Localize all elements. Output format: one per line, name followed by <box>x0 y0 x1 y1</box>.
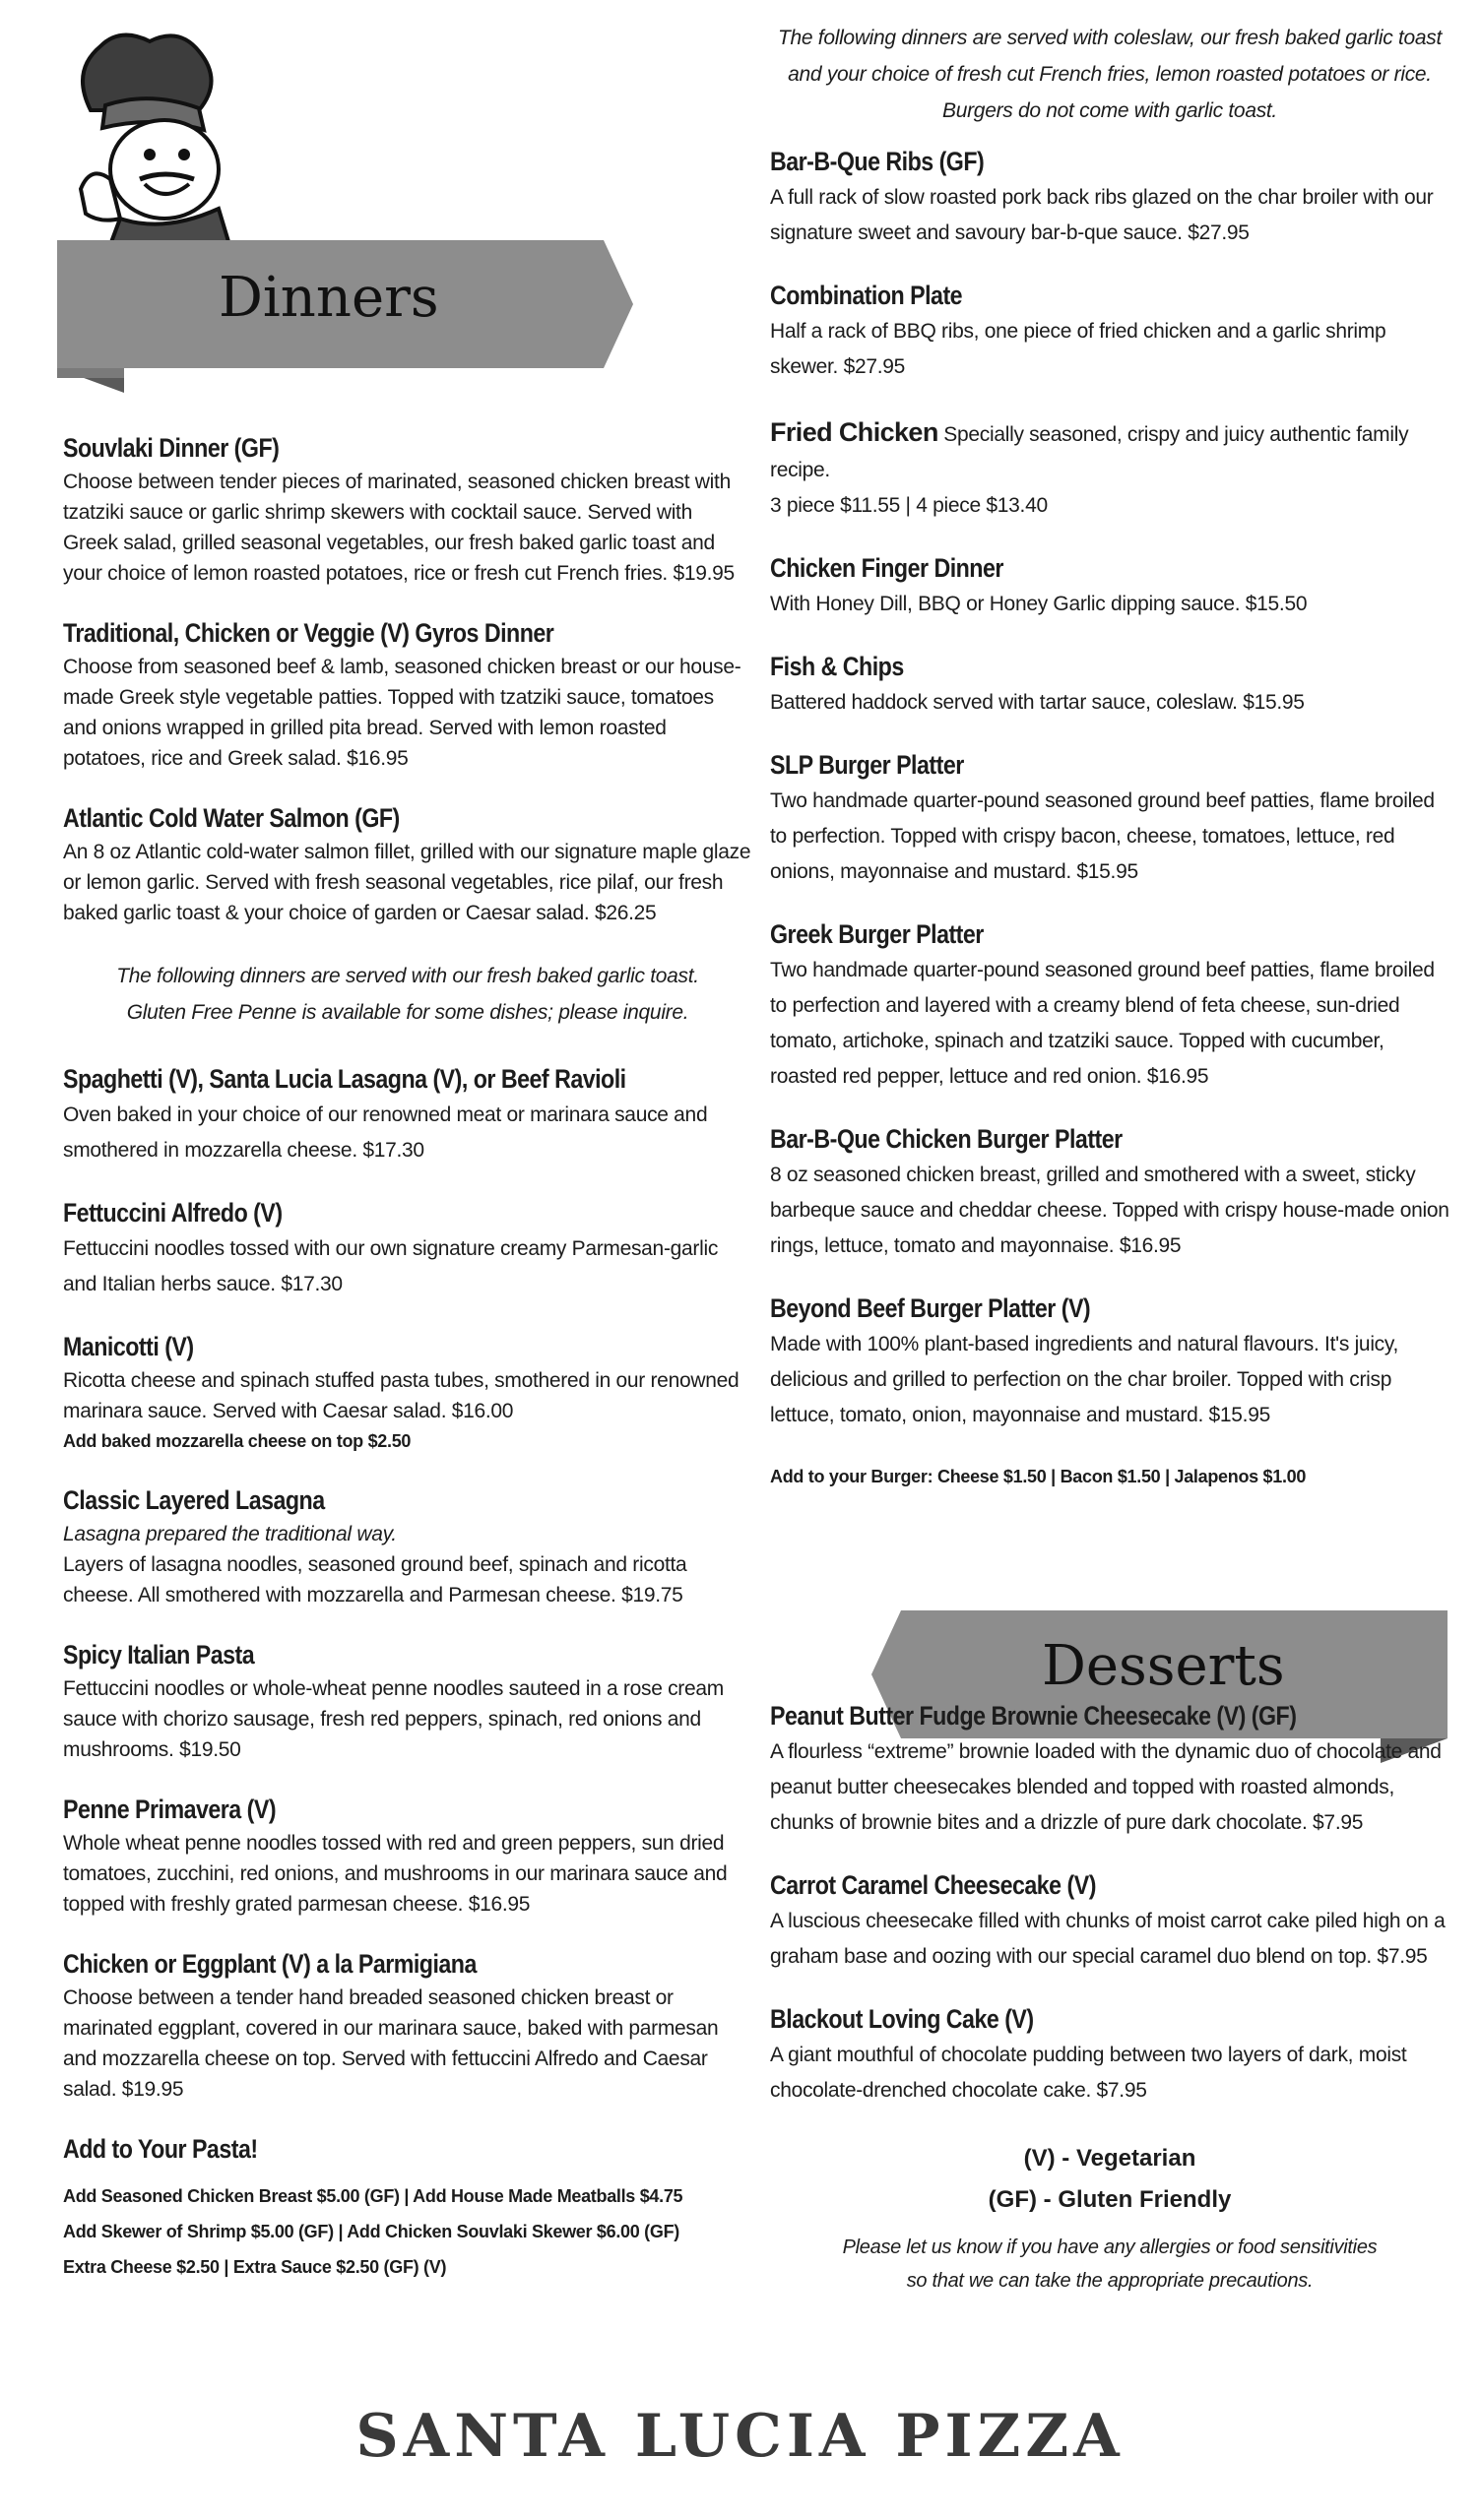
item-name: Atlantic Cold Water Salmon (GF) <box>63 803 400 833</box>
dinners-heading: Dinners <box>219 266 439 330</box>
dessert-item <box>770 1701 1449 1841</box>
desserts-heading: Desserts <box>1042 1634 1285 1698</box>
item-desc: Two handmade quarter-pound seasoned ground beef patties, flame broiled to perfection. Topped with crispy bacon, cheese, tomatoes, lettuce, red onions, mayonnaise and mustard. $15.95 <box>770 789 1435 883</box>
item-desc: Choose between tender pieces of marinated, seasoned chicken breast with tzatziki sauce or garlic shrimp skewers with cocktail sauce. Served with Greek salad, grilled seasonal vegetables, our fresh baked garlic toast and your choice of lemon roasted potatoes, rice or fresh cut French fries. $19.95 <box>63 471 735 585</box>
menu-item <box>770 1293 1449 1433</box>
pasta-addons-title: Add to Your Pasta! <box>63 2134 258 2164</box>
item-desc: Whole wheat penne noodles tossed with red and green peppers, sun dried tomatoes, zucchini, red onions, and mushrooms in our marinara sauce and topped with freshly grated parmesan cheese. $16.95 <box>63 1832 728 1916</box>
item-name: Greek Burger Platter <box>770 919 984 949</box>
item-desc: Layers of lasagna noodles, seasoned ground beef, spinach and ricotta cheese. All smothered with mozzarella and Parmesan cheese. $19.75 <box>63 1553 687 1606</box>
menu-item <box>63 1640 752 1765</box>
burger-addons: Add to your Burger: Cheese $1.50 | Bacon $1.50 | Jalapenos $1.00 <box>770 1467 1307 1486</box>
dietary-legend: (V) - Vegetarian (GF) - Gluten Friendly <box>988 2145 1232 2213</box>
dinners-note: The following dinners are served with coleslaw, our fresh baked garlic toast and your choice of fresh cut French fries, lemon roasted potatoes or rice. Burgers do not come with garlic toast. <box>777 27 1443 122</box>
left-column <box>63 433 752 2314</box>
item-name: Chicken or Eggplant (V) a la Parmigiana <box>63 1949 477 1979</box>
item-desc: Made with 100% plant-based ingredients and natural flavours. It's juicy, delicious and grilled to perfection on the char broiler. Topped with crisp lettuce, tomato, onion, mayonnaise and mustard. $15.95 <box>770 1333 1399 1426</box>
item-name: Combination Plate <box>770 281 963 310</box>
item-desc: Choose between a tender hand breaded seasoned chicken breast or marinated eggplant, covered in our marinara sauce, baked with parmesan and mozzarella cheese on top. Served with fettuccini Alfredo and Caesar salad. $19.95 <box>63 1986 719 2101</box>
item-name: Peanut Butter Fudge Brownie Cheesecake (V) (GF) <box>770 1701 1297 1731</box>
menu-item <box>63 1949 752 2105</box>
pasta-addons <box>63 2134 752 2285</box>
item-desc: With Honey Dill, BBQ or Honey Garlic dipping sauce. $15.50 <box>770 593 1308 615</box>
item-desc: Oven baked in your choice of our renowned meat or marinara sauce and smothered in mozzarella cheese. $17.30 <box>63 1103 708 1162</box>
item-prices: 3 piece $11.55 | 4 piece $13.40 <box>770 494 1048 517</box>
item-desc: Two handmade quarter-pound seasoned ground beef patties, flame broiled to perfection and layered with a creamy blend of feta cheese, sun-dried tomato, artichoke, spinach and tzatziki sauce. Topped with cucumber, roasted red pepper, lettuce and red onion. $16.95 <box>770 959 1435 1088</box>
item-name: Chicken Finger Dinner <box>770 553 1003 583</box>
item-desc: Specially seasoned, crispy and juicy authentic family recipe. <box>770 423 1409 481</box>
menu-item <box>63 1795 752 1920</box>
menu-item <box>770 919 1449 1095</box>
item-name: Manicotti (V) <box>63 1332 194 1361</box>
menu-item <box>770 147 1449 251</box>
item-desc: Half a rack of BBQ ribs, one piece of fried chicken and a garlic shrimp skewer. $27.95 <box>770 320 1386 378</box>
item-name: Beyond Beef Burger Platter (V) <box>770 1293 1091 1323</box>
menu-item <box>770 281 1449 385</box>
item-name: Traditional, Chicken or Veggie (V) Gyros Dinner <box>63 618 554 648</box>
addon-line: Add Seasoned Chicken Breast $5.00 (GF) | Add House Made Meatballs $4.75 <box>63 2186 683 2206</box>
right-column <box>770 20 1449 2298</box>
item-name: Blackout Loving Cake (V) <box>770 2004 1034 2034</box>
menu-item <box>770 1124 1449 1264</box>
addon-line: Add Skewer of Shrimp $5.00 (GF) | Add Chicken Souvlaki Skewer $6.00 (GF) <box>63 2222 679 2241</box>
menu-item <box>63 1198 752 1302</box>
desserts-banner-spacer <box>770 1494 1449 1701</box>
item-desc: Choose from seasoned beef & lamb, seasoned chicken breast or our house-made Greek style vegetable patties. Topped with tzatziki sauce, tomatoes and onions wrapped in grilled pita bread. Served with lemon roasted potatoes, rice and Greek salad. $16.95 <box>63 656 741 770</box>
allergy-note: Please let us know if you have any allergies or food sensitivities so that we can take the appropriate precautions. <box>842 2236 1378 2292</box>
menu-item <box>63 803 752 928</box>
item-name: Fried Chicken <box>770 417 938 447</box>
item-desc: A luscious cheesecake filled with chunks of moist carrot cake piled high on a graham base and oozing with our special caramel duo blend on top. $7.95 <box>770 1910 1446 1968</box>
item-desc: Battered haddock served with tartar sauce, coleslaw. $15.95 <box>770 691 1305 714</box>
item-desc: 8 oz seasoned chicken breast, grilled and smothered with a sweet, sticky barbeque sauce and cheddar cheese. Topped with crispy house-made onion rings, lettuce, tomato and mayonnaise. $16.95 <box>770 1164 1449 1257</box>
item-extra: Add baked mozzarella cheese on top $2.50 <box>63 1431 412 1451</box>
item-desc: A full rack of slow roasted pork back ribs glazed on the char broiler with our signature sweet and savoury bar-b-que sauce. $27.95 <box>770 186 1434 244</box>
item-desc: A giant mouthful of chocolate pudding between two layers of dark, moist chocolate-drenched chocolate cake. $7.95 <box>770 2044 1407 2102</box>
footer-logo: SANTA LUCIA PIZZA <box>355 2402 1125 2471</box>
item-subtitle: Lasagna prepared the traditional way. <box>63 1523 397 1545</box>
menu-item <box>63 433 752 589</box>
item-desc: An 8 oz Atlantic cold-water salmon fillet, grilled with our signature maple glaze or lemon garlic. Served with fresh seasonal vegetables, rice pilaf, our fresh baked garlic toast & your choice of garden or Caesar salad. $26.25 <box>63 841 751 924</box>
item-name: SLP Burger Platter <box>770 750 964 780</box>
item-name: Spicy Italian Pasta <box>63 1640 255 1670</box>
item-name: Fish & Chips <box>770 652 904 681</box>
menu-item <box>63 618 752 774</box>
item-desc: Fettuccini noodles tossed with our own signature creamy Parmesan-garlic and Italian herbs sauce. $17.30 <box>63 1237 719 1295</box>
pasta-note: The following dinners are served with our fresh baked garlic toast. Gluten Free Penne is available for some dishes; please inquire. <box>116 965 699 1024</box>
menu-item <box>770 414 1449 524</box>
dessert-item <box>770 2004 1449 2109</box>
addon-line: Extra Cheese $2.50 | Extra Sauce $2.50 (GF) (V) <box>63 2257 447 2277</box>
item-desc: Fettuccini noodles or whole-wheat penne noodles sauteed in a rose cream sauce with chorizo sausage, fresh red peppers, spinach, red onions and mushrooms. $19.50 <box>63 1677 724 1761</box>
item-name: Penne Primavera (V) <box>63 1795 277 1824</box>
item-name: Carrot Caramel Cheesecake (V) <box>770 1870 1096 1900</box>
menu-item <box>770 750 1449 890</box>
item-desc: Ricotta cheese and spinach stuffed pasta tubes, smothered in our renowned marinara sauce. Served with Caesar salad. $16.00 <box>63 1369 740 1422</box>
dessert-item <box>770 1870 1449 1975</box>
item-name: Souvlaki Dinner (GF) <box>63 433 280 463</box>
item-name: Bar-B-Que Ribs (GF) <box>770 147 985 176</box>
item-name: Fettuccini Alfredo (V) <box>63 1198 283 1228</box>
menu-item <box>63 1332 752 1456</box>
menu-item <box>770 652 1449 721</box>
item-desc: A flourless “extreme” brownie loaded with the dynamic duo of chocolate and peanut butter cheesecakes blended and topped with roasted almonds, chunks of brownie bites and a drizzle of pure dark chocolate. $7.95 <box>770 1740 1442 1834</box>
menu-item <box>63 1064 752 1168</box>
item-name: Classic Layered Lasagna <box>63 1485 325 1515</box>
item-name: Bar-B-Que Chicken Burger Platter <box>770 1124 1123 1154</box>
menu-item <box>63 1485 752 1610</box>
menu-item <box>770 553 1449 622</box>
chef-mascot-icon <box>61 22 258 258</box>
item-name: Spaghetti (V), Santa Lucia Lasagna (V), or Beef Ravioli <box>63 1064 626 1094</box>
